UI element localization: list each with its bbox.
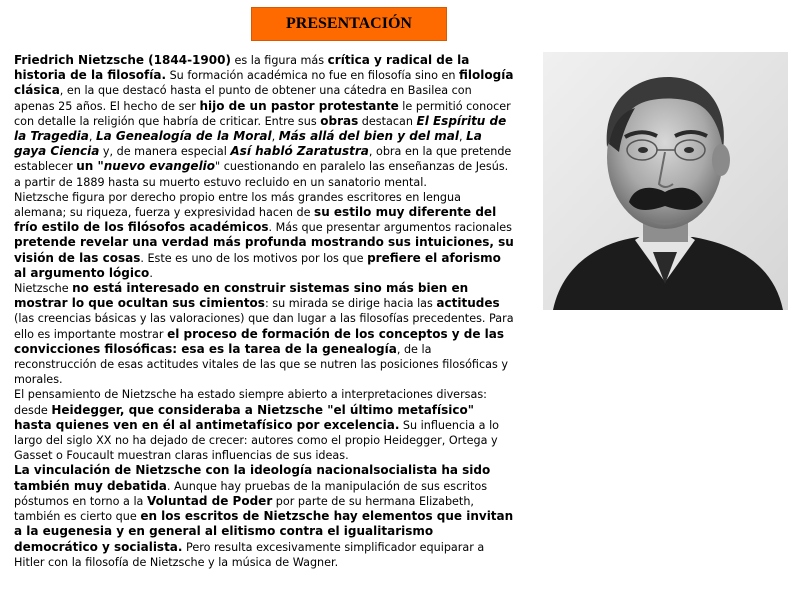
bold-text: pretende revelar una verdad más profunda mostrando sus intuiciones, su visión de las cosas <box>14 235 514 265</box>
text-run: Su formación académica no fue en filosofía sino en <box>166 69 460 83</box>
bold-text: Heidegger, que consideraba a Nietzsche "el último metafísico" hasta quienes ven en él al antimetafísico por excelencia. <box>14 402 475 432</box>
paragraph <box>14 281 514 387</box>
text-run: . Aunque hay pruebas de la manipulación de sus escritos póstumos en torno a la <box>14 479 488 508</box>
bold-text: El Espíritu de la Tragedia <box>14 113 507 144</box>
bold-text: Más allá del bien y del mal <box>278 129 459 144</box>
bold-text: en los escritos de Nietzsche hay elementos que invitan a la eugenesia y en general al elitismo contra el igualitarismo democrático y socialista. <box>14 509 514 554</box>
paragraph <box>14 53 514 190</box>
text-run: , <box>88 130 96 144</box>
text-run: , de la reconstrucción de esas actitudes vitales de las que se nutren las posiciones filosóficas y morales. <box>14 342 508 387</box>
text-run: Su influencia a lo largo del siglo XX no ha dejado de crecer: autores como el propio Heidegger, Ortega y Gasset o Foucault muestran claras influencias de sus ideas. <box>14 418 500 463</box>
paragraph <box>14 463 514 569</box>
bold-text: un " <box>76 159 104 174</box>
bold-text: prefiere el aforismo al argumento lógico <box>14 250 501 280</box>
text-run: destacan <box>358 114 417 128</box>
nietzsche-portrait <box>543 52 788 310</box>
body-text <box>14 53 514 570</box>
bold-text: La Genealogía de la Moral <box>95 129 272 144</box>
bold-text: no está interesado en construir sistemas sino más bien en mostrar lo que ocultan sus cimientos <box>14 281 469 311</box>
text-run: . <box>149 266 153 280</box>
bold-text: crítica y radical de la historia de la filosofía. <box>14 53 470 83</box>
text-run: es la figura más <box>230 54 328 67</box>
bold-text: nuevo evangelio <box>103 159 216 174</box>
text-run: . Más que presentar argumentos racionales <box>268 221 512 235</box>
text-run: Nietzsche figura por derecho propio entre los más grandes escritores en lengua alemana; su riqueza, fuerza y expresividad hacen de <box>14 190 461 220</box>
text-run: El pensamiento de Nietzsche ha estado siempre abierto a interpretaciones diversas: desde <box>14 388 487 417</box>
text-run: Pero resulta excesivamente simplificador equiparar a Hitler con la filosofía de Nietzsche y la música de Wagner. <box>14 540 485 569</box>
title-banner <box>251 7 447 41</box>
text-run: , en la que destacó hasta el punto de obtener una cátedra en Basilea con apenas 25 años. El hecho de ser <box>14 84 472 113</box>
bold-text: filología clásica <box>14 68 514 98</box>
paragraph <box>14 190 514 281</box>
bold-text: La gaya Ciencia <box>14 129 482 159</box>
text-run: y, de manera especial <box>99 145 231 159</box>
bold-text: Voluntad de Poder <box>146 493 273 508</box>
text-run: le permitió conocer con detalle la religión que habría de criticar. Entre sus <box>14 99 511 128</box>
text-run: , <box>458 130 467 144</box>
page-title: PRESENTACIÓN <box>286 15 412 32</box>
text-run: , obra en la que pretende establecer <box>14 145 512 174</box>
bold-text: Friedrich Nietzsche (1844-1900) <box>14 53 231 67</box>
text-run: : su mirada se dirige hacia las <box>264 297 437 311</box>
text-run: " cuestionando en paralelo las enseñanzas de Jesús. a partir de 1889 hasta su muerto estuvo recluido en un sanatorio mental. <box>14 160 509 189</box>
bold-text: hijo de un pastor protestante <box>199 98 399 113</box>
text-run: , <box>271 130 279 144</box>
text-run: por parte de su hermana Elizabeth, también es cierto que <box>14 494 474 524</box>
bold-text: obras <box>320 113 359 128</box>
bold-text: su estilo muy diferente del frío estilo de los filósofos académicos <box>14 205 497 235</box>
bold-text: La vinculación de Nietzsche con la ideología nacionalsocialista ha sido también muy debatida <box>14 463 491 493</box>
bold-text: Así habló Zaratustra <box>230 144 369 159</box>
paragraph <box>14 387 514 463</box>
bold-text: actitudes <box>436 296 500 311</box>
text-run: . Este es uno de los motivos por los que <box>140 251 368 265</box>
text-run: (las creencias básicas y las valoraciones) que dan lugar a las filosofías precedentes. Para ello es importante mostrar <box>14 312 514 341</box>
text-run: Nietzsche <box>14 282 73 296</box>
bold-text: el proceso de formación de los conceptos y de las convicciones filosóficas: esa es la tarea de la genealogía <box>14 326 505 356</box>
